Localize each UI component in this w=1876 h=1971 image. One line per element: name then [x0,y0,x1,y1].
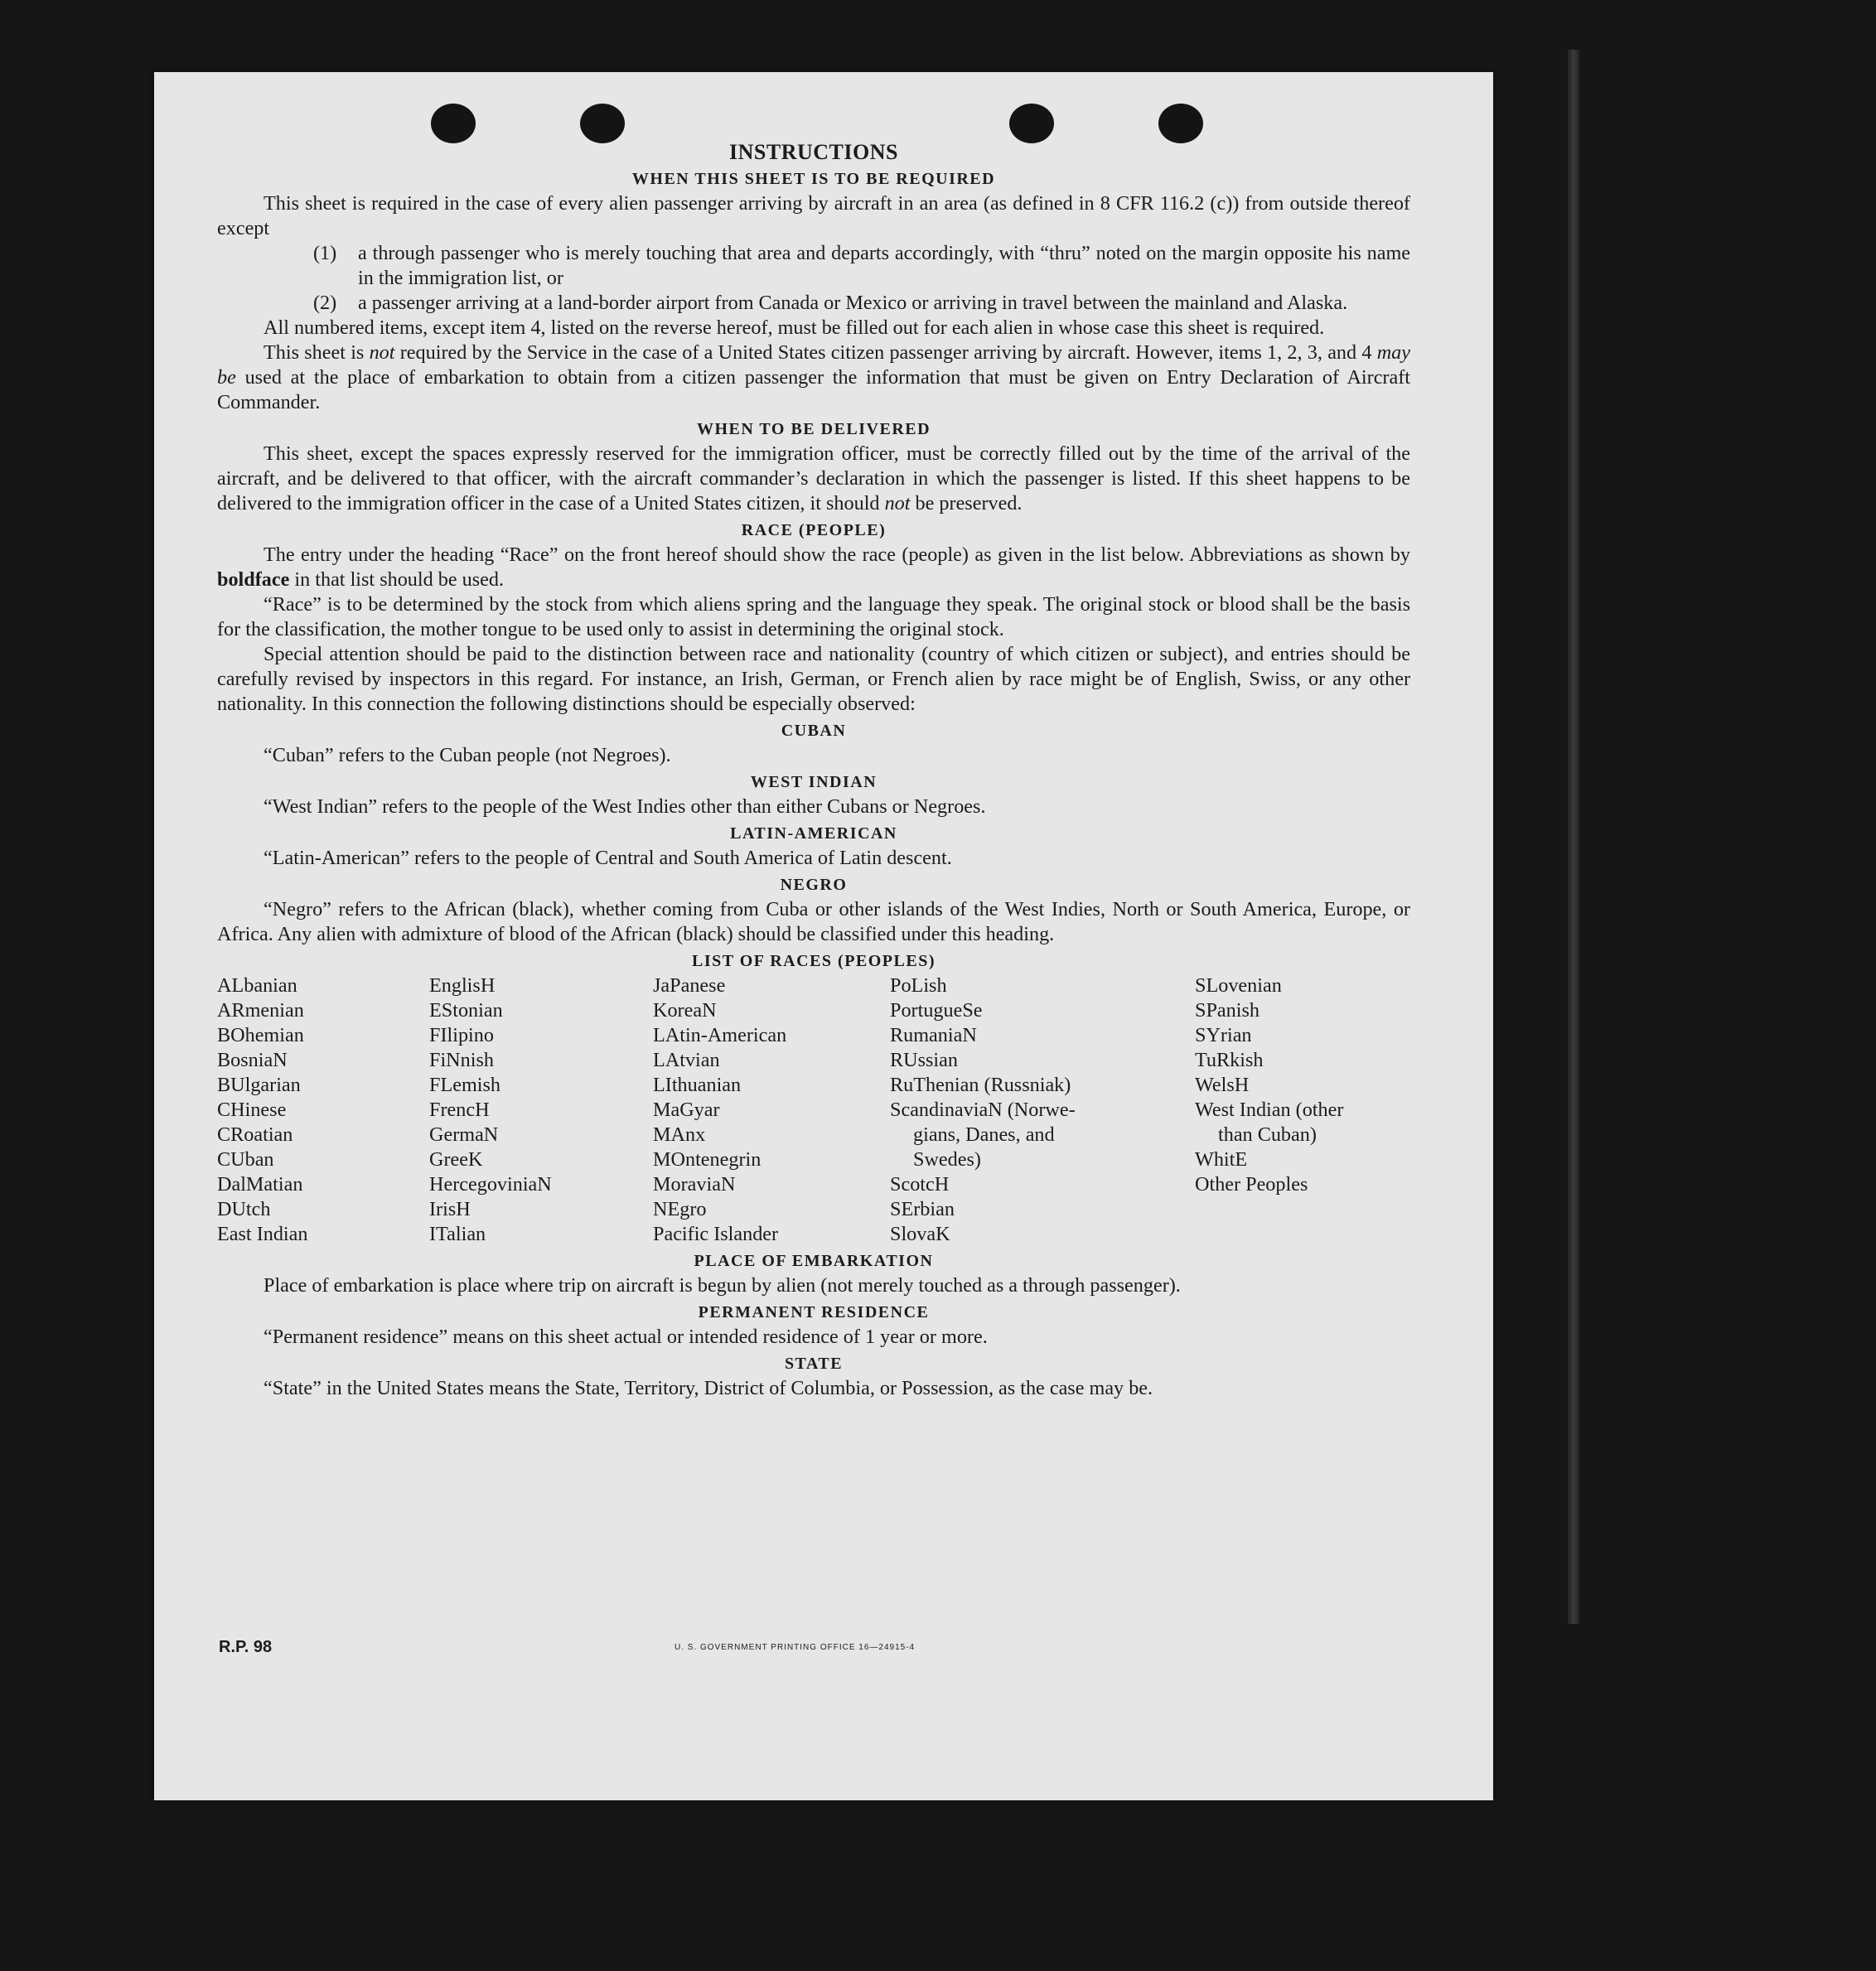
list-item: GermaN [429,1123,499,1146]
document-body [217,138,1410,1401]
list-item: KoreaN [653,999,717,1022]
list-item: IrisH [429,1198,471,1220]
paragraph: “Cuban” refers to the Cuban people (not Negroes). [264,744,671,766]
list-item: MoraviaN [653,1173,736,1196]
list-item: SPanish [1195,999,1260,1022]
races-column [653,973,890,1247]
list-item: CRoatian [217,1123,293,1146]
list-item: Swedes) [913,1148,981,1171]
list-item: gians, Danes, and [913,1123,1055,1146]
section-heading-permanent-residence: PERMANENT RESIDENCE [698,1303,930,1321]
list-item: than Cuban) [1218,1123,1317,1146]
list-item: East Indian [217,1223,308,1245]
list-item: PortugueSe [890,999,983,1022]
paragraph: Place of embarkation is place where trip on aircraft is begun by alien (not merely touched as a through passenger). [264,1274,1181,1297]
list-item: GreeK [429,1148,483,1171]
section-heading-when-required: WHEN THIS SHEET IS TO BE REQUIRED [631,170,996,188]
list-item: FrencH [429,1099,490,1121]
list-item: Other Peoples [1195,1173,1308,1196]
list-item: LAtin-American [653,1024,787,1046]
list-item: ARmenian [217,999,304,1022]
list-item: EnglisH [429,974,496,997]
paragraph: This sheet is not required by the Service in the case of a United States citizen passenger arriving by aircraft. However, items 1, 2, 3, and 4 may be used at the place of embarkation to obtain from a citizen passenger the information that must be given on Entry Declaration of Aircraft Commander. [217,341,1410,413]
section-heading-embarkation: PLACE OF EMBARKATION [694,1252,934,1270]
instruction-sheet [154,72,1493,1800]
paragraph: The entry under the heading “Race” on the front hereof should show the race (people) as given in the list below. Abbreviations as shown by boldface in that list should be used. [217,543,1410,591]
list-item: ITalian [429,1223,486,1245]
list-item: PoLish [890,974,947,997]
list-item: CHinese [217,1099,287,1121]
list-item: West Indian (other [1195,1099,1344,1121]
list-item: MaGyar [653,1099,720,1121]
list-item: WhitE [1195,1148,1248,1171]
list-item: JaPanese [653,974,726,997]
paragraph: This sheet, except the spaces expressly reserved for the immigration officer, must be correctly filled out by the time of the arrival of the aircraft, and be delivered to that officer, with the aircraft commander’s declaration in which the passenger is listed. If this sheet happens to be delivered to the immigration officer in the case of a United States citizen, it should not be preserved. [217,442,1410,514]
paragraph: Special attention should be paid to the distinction between race and nationality (country of which citizen or subject), and entries should be carefully revised by inspectors in this regard. For instance, an Irish, German, or French alien by race might be of English, Swiss, or any other nationality. In this connection the following distinctions should be especially observed: [217,643,1410,715]
list-item: FIlipino [429,1024,494,1046]
paragraph: All numbered items, except item 4, listed on the reverse hereof, must be filled out for each alien in whose case this sheet is required. [264,316,1325,339]
section-heading-cuban: CUBAN [781,722,847,740]
list-item: SLovenian [1195,974,1282,997]
list-item: HercegoviniaN [429,1173,552,1196]
list-item: ScotcH [890,1173,950,1196]
list-item: ALbanian [217,974,297,997]
section-heading-negro: NEGRO [780,876,848,894]
punch-hole [1158,104,1203,143]
section-heading-latin-american: LATIN-AMERICAN [730,824,897,843]
list-item: (2) a passenger arriving at a land-border airport from Canada or Mexico or arriving in travel between the mainland and Alaska. [313,292,1348,314]
paragraph: “West Indian” refers to the people of the West Indies other than either Cubans or Negroes. [264,795,986,818]
list-item: DUtch [217,1198,271,1220]
section-heading-state: STATE [784,1355,844,1373]
section-heading-when-delivered: WHEN TO BE DELIVERED [696,420,931,438]
list-item: FLemish [429,1074,501,1096]
list-item: EStonian [429,999,503,1022]
list-item: (1) a through passenger who is merely touching that area and departs accordingly, with “thru” noted on the margin opposite his name in the immigration list, or [313,242,1410,289]
paragraph: “State” in the United States means the State, Territory, District of Columbia, or Possession, as the case may be. [264,1377,1153,1399]
list-item: NEgro [653,1198,707,1220]
list-item: RumaniaN [890,1024,977,1046]
list-item: RuThenian (Russniak) [890,1074,1071,1096]
punch-hole [580,104,625,143]
list-item: SlovaK [890,1223,950,1245]
section-heading-list-of-races: LIST OF RACES (PEOPLES) [691,952,936,970]
races-column [890,973,1195,1247]
list-item: BOhemian [217,1024,304,1046]
list-item: LAtvian [653,1049,720,1071]
list-item: RUssian [890,1049,958,1071]
paragraph: “Race” is to be determined by the stock from which aliens spring and the language they speak. The original stock or blood shall be the basis for the classification, the mother tongue to be used only to assist in determining the original stock. [217,593,1410,640]
list-item: BosniaN [217,1049,288,1071]
list-item: ScandinaviaN (Norwe- [890,1099,1076,1121]
punch-hole [431,104,476,143]
list-item: CUban [217,1148,274,1171]
list-item: MOntenegrin [653,1148,762,1171]
punch-hole [1009,104,1054,143]
paragraph: “Latin-American” refers to the people of Central and South America of Latin descent. [264,847,952,869]
list-item: LIthuanian [653,1074,742,1096]
scan-edge-artifact [1568,50,1579,1624]
list-item: WelsH [1195,1074,1250,1096]
section-heading-race: RACE (PEOPLE) [741,521,887,539]
paragraph: “Negro” refers to the African (black), whether coming from Cuba or other islands of the West Indies, North or South America, Europe, or Africa. Any alien with admixture of blood of the African (black) should be classified under this heading. [217,898,1410,945]
paragraph: This sheet is required in the case of every alien passenger arriving by aircraft in an area (as defined in 8 CFR 116.2 (c)) from outside thereof except [217,192,1410,239]
paragraph: “Permanent residence” means on this sheet actual or intended residence of 1 year or more. [264,1326,988,1348]
form-number: R.P. 98 [219,1638,273,1656]
page-title: INSTRUCTIONS [729,140,898,164]
list-item: MAnx [653,1123,706,1146]
races-column [429,973,653,1247]
list-item: TuRkish [1195,1049,1264,1071]
section-heading-west-indian: WEST INDIAN [750,773,878,791]
printer-imprint: U. S. GOVERNMENT PRINTING OFFICE 16—24915-4 [674,1643,916,1652]
list-item: DalMatian [217,1173,303,1196]
footer [219,1638,1412,1663]
list-item: SErbian [890,1198,955,1220]
races-column [217,973,429,1247]
list-item: SYrian [1195,1024,1252,1046]
list-item: FiNnish [429,1049,494,1071]
races-table [217,973,1410,1247]
races-column [1195,973,1410,1247]
list-item: BUlgarian [217,1074,301,1096]
list-item: Pacific Islander [653,1223,779,1245]
